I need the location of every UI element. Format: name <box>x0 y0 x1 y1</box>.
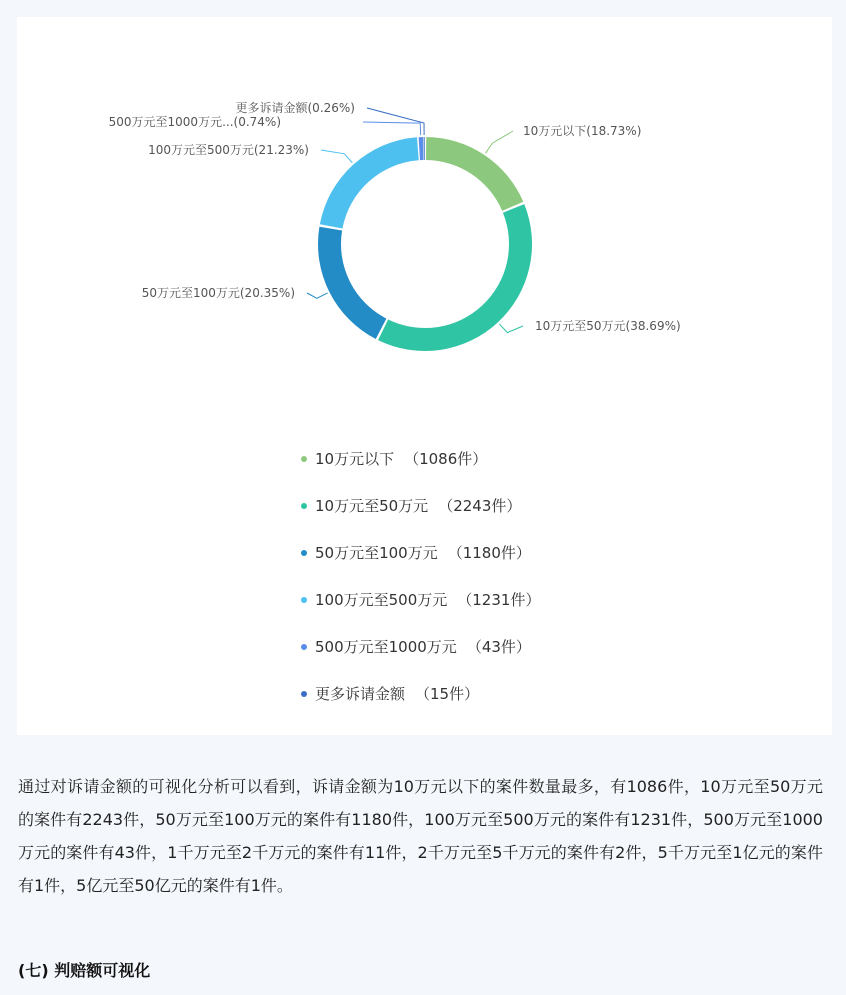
slice-data-label: 10万元以下(18.73%) <box>523 124 642 138</box>
legend-item[interactable] <box>301 435 540 482</box>
label-leader-line <box>486 131 513 153</box>
legend-count: （15件） <box>415 684 480 703</box>
legend-item[interactable] <box>301 576 540 623</box>
donut-slice[interactable] <box>318 227 386 339</box>
legend-item[interactable] <box>301 623 540 670</box>
legend-dot-icon <box>301 691 307 697</box>
label-leader-line <box>499 324 523 333</box>
donut-chart <box>17 17 832 417</box>
slice-data-label: 500万元至1000万元...(0.74%) <box>108 115 281 129</box>
slice-data-label: 10万元至50万元(38.69%) <box>535 319 681 333</box>
chart-card <box>17 17 832 735</box>
label-leader-line <box>367 108 424 135</box>
legend-dot-icon <box>301 644 307 650</box>
donut-slice[interactable] <box>426 137 523 211</box>
legend-count: （43件） <box>466 637 531 656</box>
label-leader-line <box>307 293 328 298</box>
legend-item[interactable] <box>301 670 540 717</box>
legend-dot-icon <box>301 550 307 556</box>
donut-slice[interactable] <box>378 204 532 351</box>
label-leader-line <box>321 150 352 163</box>
legend-label: 10万元以下 <box>315 449 395 468</box>
analysis-paragraph: 通过对诉请金额的可视化分析可以看到，诉请金额为10万元以下的案件数量最多，有1086件，10万元至50万元的案件有2243件，50万元至100万元的案件有1180件，100万元至500万元的案件有1231件，500万元至1000万元的案件有43件，1千万元至2千万元的案件有11件，2千万元至5千万元的案件有2件，5千万元至1亿元的案件有1件，5亿元至50亿元的案件有1件。 <box>18 777 823 895</box>
legend-dot-icon <box>301 597 307 603</box>
slice-data-label: 50万元至100万元(20.35%) <box>141 286 295 300</box>
legend-dot-icon <box>301 456 307 462</box>
legend-label: 500万元至1000万元 <box>315 637 457 656</box>
donut-slice[interactable] <box>424 137 425 160</box>
chart-legend <box>301 435 540 717</box>
legend-dot-icon <box>301 503 307 509</box>
label-leader-line <box>363 122 421 135</box>
legend-count: （1086件） <box>404 449 488 468</box>
legend-label: 50万元至100万元 <box>315 543 438 562</box>
legend-label: 更多诉请金额 <box>315 684 406 703</box>
donut-slice[interactable] <box>320 137 419 228</box>
legend-label: 100万元至500万元 <box>315 590 448 609</box>
donut-slice[interactable] <box>419 137 424 160</box>
slice-data-label: 更多诉请金额(0.26%) <box>235 101 355 115</box>
legend-count: （1231件） <box>457 590 541 609</box>
slice-data-label: 100万元至500万元(21.23%) <box>148 143 309 157</box>
legend-count: （1180件） <box>447 543 531 562</box>
legend-item[interactable] <box>301 529 540 576</box>
section-heading: (七) 判赔额可视化 <box>18 961 151 980</box>
legend-item[interactable] <box>301 482 540 529</box>
legend-count: （2243件） <box>438 496 522 515</box>
legend-label: 10万元至50万元 <box>315 496 429 515</box>
